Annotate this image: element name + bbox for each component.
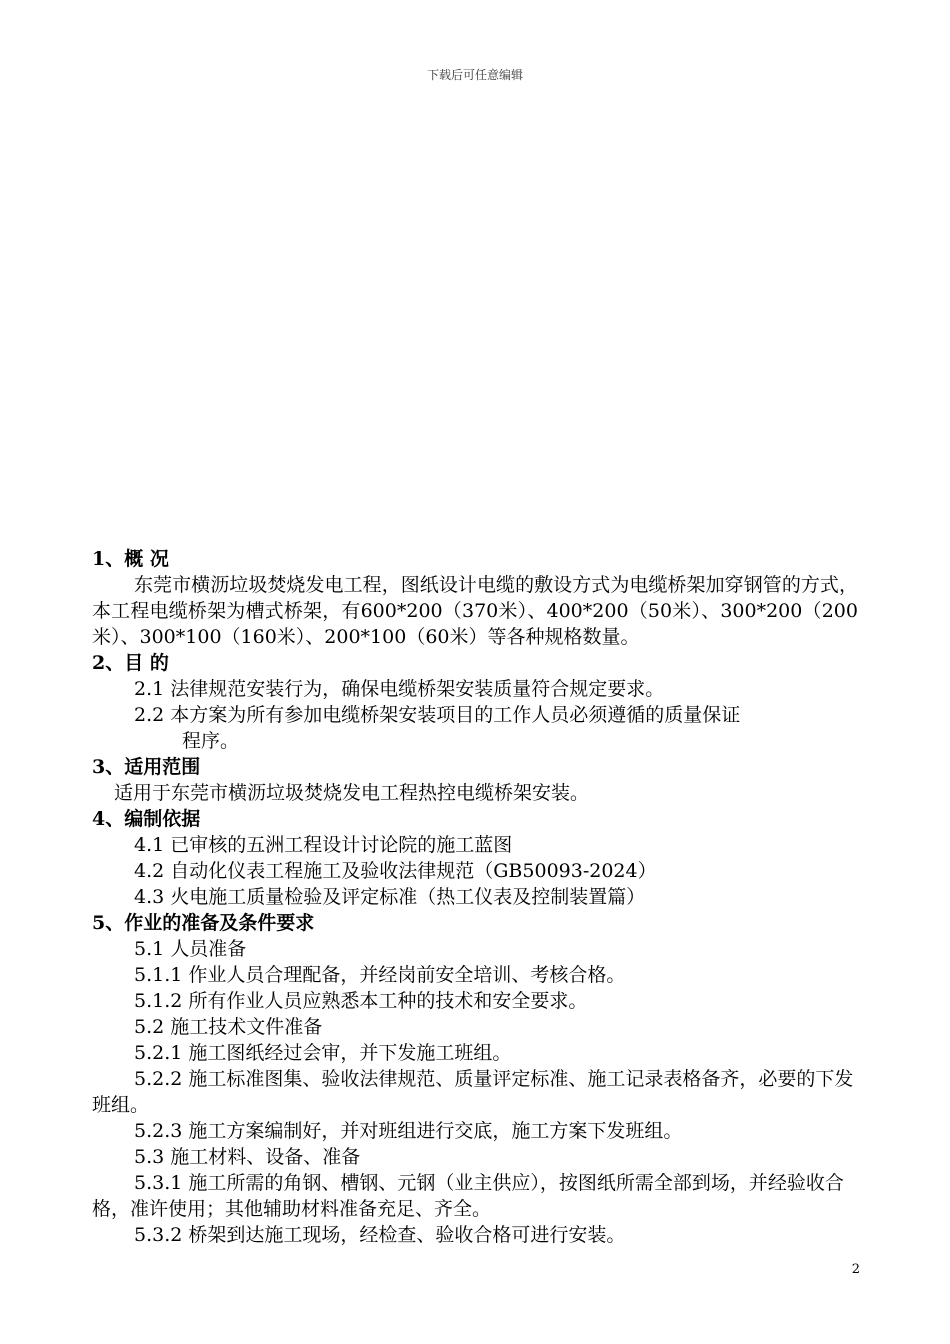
section-5-line: 5.1.2 所有作业人员应熟悉本工种的技术和安全要求。 [134, 990, 588, 1012]
section-4-heading: 4、编制依据 [92, 808, 201, 830]
section-5-line: 5.3.1 施工所需的角钢、槽钢、元钢（业主供应），按图纸所需全部到场，并经验收合格，准许使用；其他辅助材料准备充足、齐全。 [92, 1172, 844, 1220]
section-2-item-1: 2.1 法律规范安装行为，确保电缆桥架安装质量符合规定要求。 [134, 678, 665, 700]
section-5-line: 5.1.1 作业人员合理配备，并经岗前安全培训、考核合格。 [134, 964, 626, 986]
section-5-line: 5.2 施工技术文件准备 [134, 1016, 323, 1038]
document-body [92, 546, 858, 1248]
section-5-line: 5.2.1 施工图纸经过会审，并下发施工班组。 [134, 1042, 512, 1064]
section-2-item-2-continued: 程序。 [182, 730, 240, 752]
page-header: 下载后可任意编辑 [426, 68, 523, 82]
section-3-body: 适用于东莞市横沥垃圾焚烧发电工程热控电缆桥架安装。 [114, 782, 590, 804]
section-4-item-2: 4.2 自动化仪表工程施工及验收法律规范（GB50093-2024） [134, 860, 657, 882]
section-5-line: 5.1 人员准备 [134, 938, 247, 960]
section-2-item-2: 2.2 本方案为所有参加电缆桥架安装项目的工作人员必须遵循的质量保证 [134, 704, 741, 726]
section-3-heading: 3、适用范围 [92, 756, 201, 778]
section-1-body: 东莞市横沥垃圾焚烧发电工程，图纸设计电缆的敷设方式为电缆桥架加穿钢管的方式，本工程电缆桥架为槽式桥架，有600*200（370米）、400*200（50米）、300*200（200米）、300*100（160米）、200*100（60米）等各种规格数量。 [92, 574, 858, 648]
section-5-line: 5.3.2 桥架到达施工现场，经检查、验收合格可进行安装。 [134, 1224, 626, 1246]
section-5-line: 5.2.2 施工标准图集、验收法律规范、质量评定标准、施工记录表格备齐，必要的下发班组。 [92, 1068, 854, 1116]
section-4-item-1: 4.1 已审核的五洲工程设计讨论院的施工蓝图 [134, 834, 513, 856]
section-5-line: 5.2.3 施工方案编制好，并对班组进行交底，施工方案下发班组。 [134, 1120, 683, 1142]
section-4-item-3: 4.3 火电施工质量检验及评定标准（热工仪表及控制装置篇） [134, 886, 646, 908]
section-5-heading: 5、作业的准备及条件要求 [92, 912, 315, 934]
section-1-heading: 1、概 况 [92, 548, 169, 570]
page-number: 2 [851, 1262, 860, 1277]
section-2-heading: 2、目 的 [92, 652, 169, 674]
section-5-line: 5.3 施工材料、设备、准备 [134, 1146, 361, 1168]
